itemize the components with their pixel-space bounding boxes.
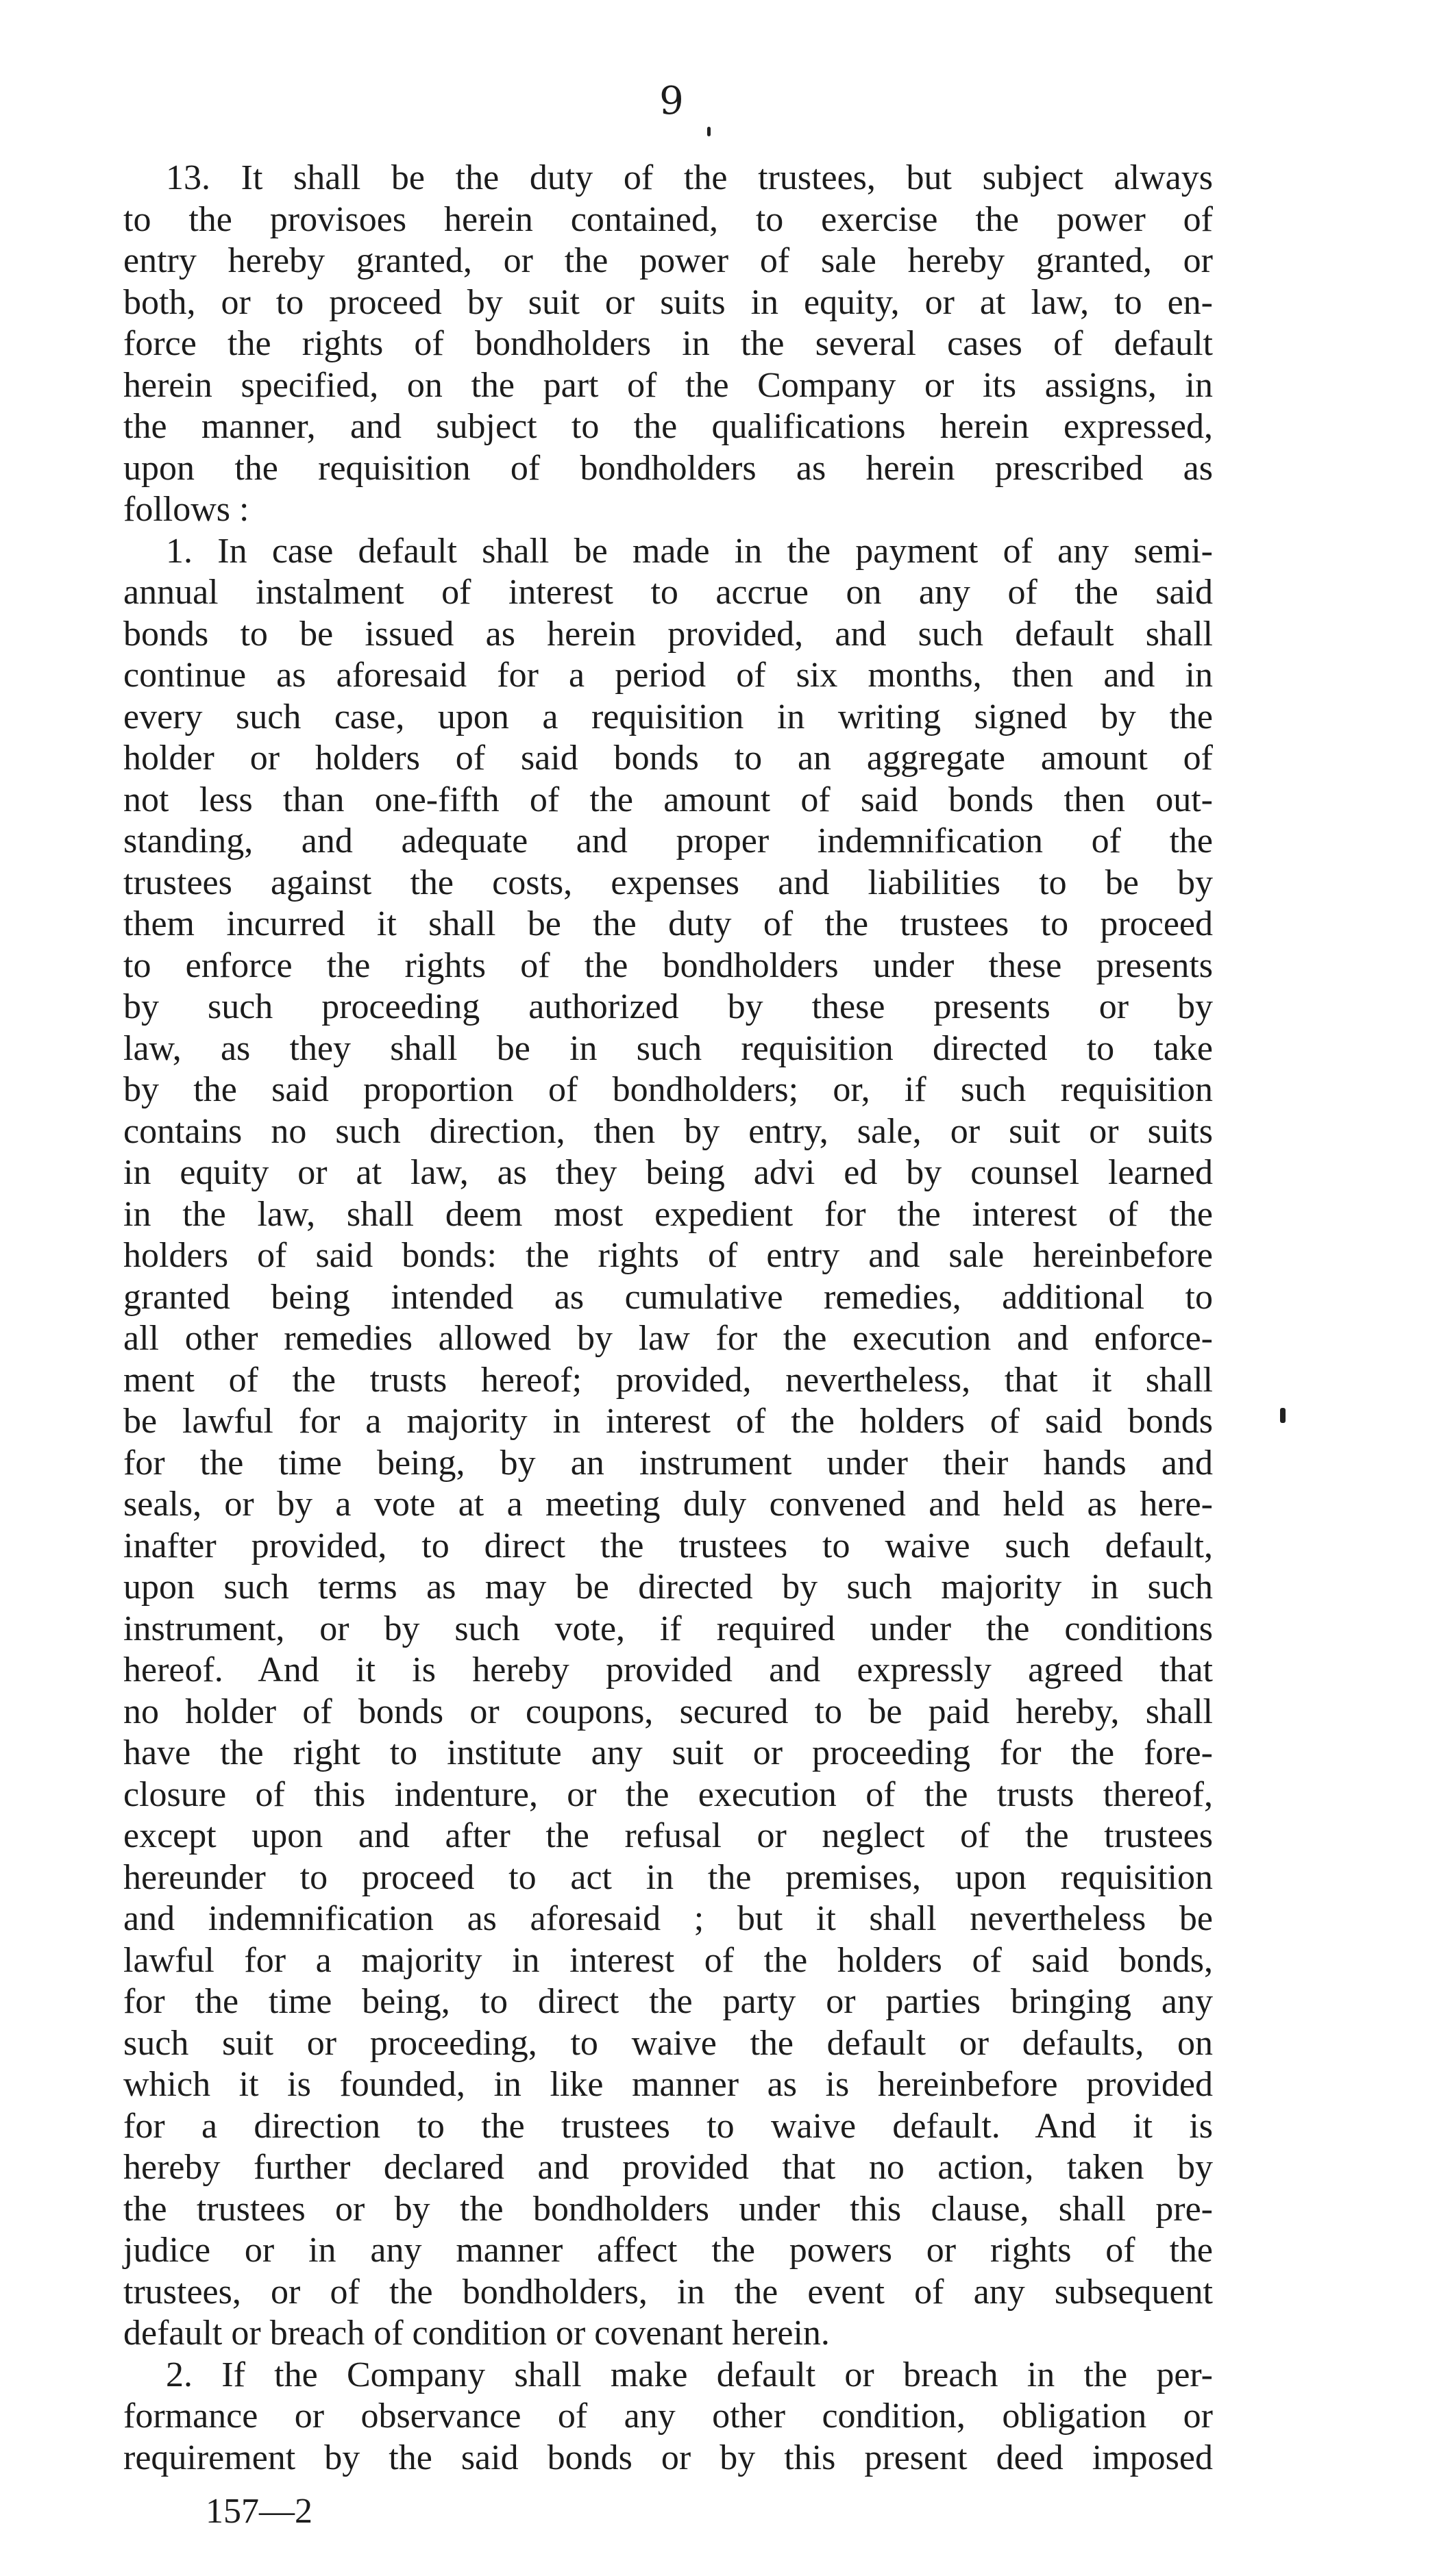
text-line: 13. It shall be the duty of the trustees, but subject always [166, 158, 1213, 197]
text-line: requirement by the said bonds or by this present deed imposed [123, 2438, 1213, 2477]
scan-speck [1280, 1408, 1286, 1423]
text-line: standing, and adequate and proper indemnification of the [123, 821, 1213, 860]
text-line: except upon and after the refusal or neglect of the trustees [123, 1816, 1213, 1855]
text-line: continue as aforesaid for a period of six months, then and in [123, 656, 1213, 695]
text-line: the trustees or by the bondholders under this clause, shall pre- [123, 2189, 1213, 2229]
text-line: in the law, shall deem most expedient for the interest of the [123, 1194, 1213, 1234]
text-line: holder or holders of said bonds to an aggregate amount of [123, 739, 1213, 778]
text-line: the manner, and subject to the qualifications herein expressed, [123, 407, 1213, 446]
text-line: both, or to proceed by suit or suits in equity, or at law, to en- [123, 282, 1213, 322]
text-line: them incurred it shall be the duty of the trustees to proceed [123, 904, 1213, 943]
text-line: default or breach of condition or covenant herein. [123, 2314, 830, 2353]
text-line: for the time being, to direct the party or parties bringing any [123, 1982, 1213, 2021]
text-line: granted being intended as cumulative remedies, additional to [123, 1277, 1213, 1317]
text-line: 2. If the Company shall make default or breach in the per- [166, 2355, 1213, 2394]
text-line: trustees against the costs, expenses and liabilities to be by [123, 863, 1213, 902]
text-line: herein specified, on the part of the Company or its assigns, in [123, 365, 1213, 405]
signature-mark: 157—2 [206, 2492, 312, 2531]
text-line: which it is founded, in like manner as is hereinbefore provided [123, 2065, 1213, 2104]
text-line: for the time being, by an instrument under their hands and [123, 1443, 1213, 1483]
text-line: formance or observance of any other condition, obligation or [123, 2397, 1213, 2436]
text-line: lawful for a majority in interest of the holders of said bonds, [123, 1940, 1213, 1980]
text-line: not less than one-fifth of the amount of said bonds then out- [123, 780, 1213, 819]
scan-speck [707, 127, 711, 136]
page-number: 9 [659, 79, 684, 123]
text-line: every such case, upon a requisition in writing signed by the [123, 697, 1213, 736]
text-line: inafter provided, to direct the trustees to waive such default, [123, 1526, 1213, 1565]
text-line: follows : [123, 490, 249, 529]
text-line: annual instalment of interest to accrue on any of the said [123, 573, 1213, 612]
text-line: no holder of bonds or coupons, secured to be paid hereby, shall [123, 1692, 1213, 1731]
text-line: have the right to institute any suit or proceeding for the fore- [123, 1733, 1213, 1772]
text-line: instrument, or by such vote, if required under the conditions [123, 1609, 1213, 1648]
text-line: by such proceeding authorized by these presents or by [123, 987, 1213, 1026]
text-line: holders of said bonds: the rights of entry and sale hereinbefore [123, 1236, 1213, 1275]
text-line: 1. In case default shall be made in the payment of any semi- [166, 531, 1213, 571]
text-line: for a direction to the trustees to waive default. And it is [123, 2106, 1213, 2146]
body-text [123, 158, 1213, 2479]
text-line: force the rights of bondholders in the several cases of default [123, 324, 1213, 363]
text-line: such suit or proceeding, to waive the default or defaults, on [123, 2023, 1213, 2063]
text-line: by the said proportion of bondholders; or, if such requisition [123, 1070, 1213, 1109]
text-line: and indemnification as aforesaid ; but it shall nevertheless be [123, 1899, 1213, 1938]
text-line: in equity or at law, as they being advi ed by counsel learned [123, 1153, 1213, 1192]
text-line: law, as they shall be in such requisition directed to take [123, 1028, 1213, 1068]
text-line: contains no such direction, then by entry, sale, or suit or suits [123, 1111, 1213, 1151]
text-line: entry hereby granted, or the power of sale hereby granted, or [123, 241, 1213, 280]
text-line: judice or in any manner affect the powers or rights of the [123, 2231, 1213, 2270]
text-line: ment of the trusts hereof; provided, nevertheless, that it shall [123, 1360, 1213, 1400]
text-line: bonds to be issued as herein provided, and such default shall [123, 614, 1213, 654]
text-line: hereby further declared and provided that no action, taken by [123, 2148, 1213, 2187]
text-line: to enforce the rights of the bondholders under these presents [123, 945, 1213, 985]
text-line: upon such terms as may be directed by such majority in such [123, 1568, 1213, 1607]
text-line: all other remedies allowed by law for the execution and enforce- [123, 1319, 1213, 1358]
text-line: be lawful for a majority in interest of the holders of said bonds [123, 1402, 1213, 1441]
text-line: hereof. And it is hereby provided and expressly agreed that [123, 1650, 1213, 1689]
text-line: upon the requisition of bondholders as herein prescribed as [123, 448, 1213, 488]
text-line: trustees, or of the bondholders, in the event of any subsequent [123, 2272, 1213, 2312]
text-line: to the provisoes herein contained, to exercise the power of [123, 199, 1213, 239]
text-line: closure of this indenture, or the execution of the trusts thereof, [123, 1774, 1213, 1814]
text-line: seals, or by a vote at a meeting duly convened and held as here- [123, 1485, 1213, 1524]
text-line: hereunder to proceed to act in the premises, upon requisition [123, 1857, 1213, 1897]
